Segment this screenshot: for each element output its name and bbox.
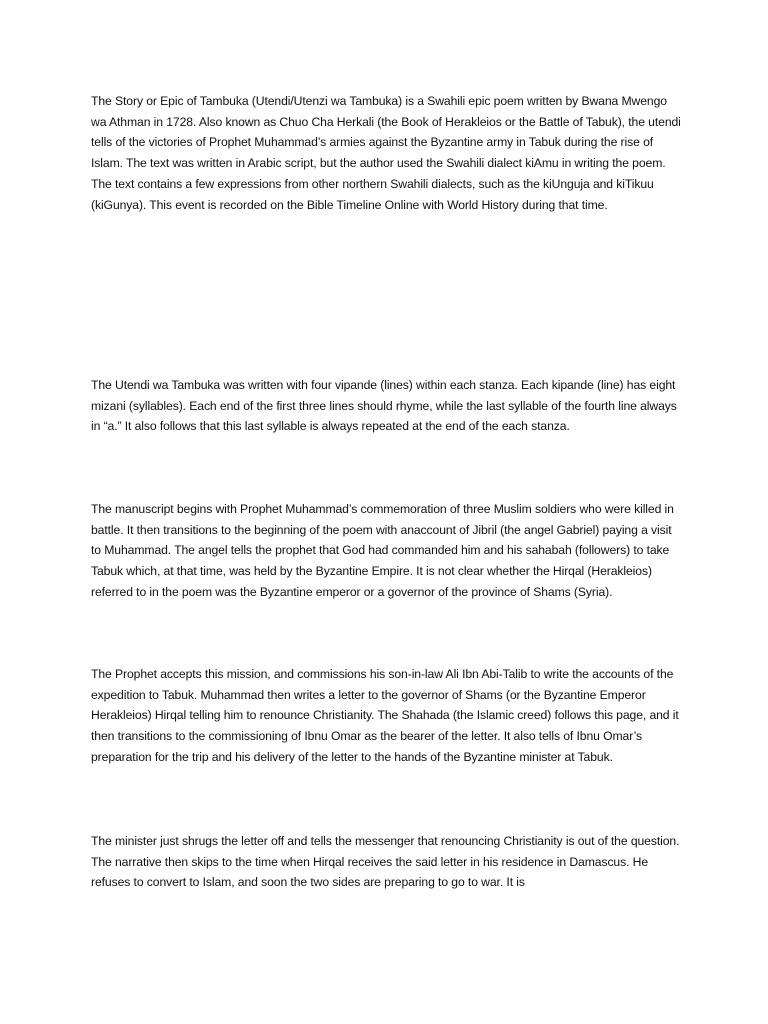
paragraph-intro: The Story or Epic of Tambuka (Utendi/Utenzi wa Tambuka) is a Swahili epic poem written by Bwana Mwengo wa Athman in 1728. Also known as Chuo Cha Herkali (the Book of Herakleios or the Battle of Tabuk), the utendi tells of the victories of Prophet Muhammad’s armies against the Byzantine army in Tabuk during the rise of Islam. The text was written in Arabic script, but the author used the Swahili dialect kiAmu in writing the poem. The text contains a few expressions from other northern Swahili dialects, such as the kiUnguja and kiTikuu (kiGunya). This event is recorded on the Bible Timeline Online with World History during that time.	[91, 94, 681, 212]
paragraph-manuscript: The manuscript begins with Prophet Muhammad’s commemoration of three Muslim soldiers who were killed in battle. It then transitions to the beginning of the poem with anaccount of Jibril (the angel Gabriel) paying a visit to Muhammad. The angel tells the prophet that God had commanded him and his sahabah (followers) to take Tabuk which, at that time, was held by the Byzantine Empire. It is not clear whether the Hirqal (Herakleios) referred to in the poem was the Byzantine emperor or a governor of the province of Shams (Syria).	[91, 502, 674, 599]
paragraph-mission: The Prophet accepts this mission, and commissions his son-in-law Ali Ibn Abi-Talib to write the accounts of the expedition to Tabuk. Muhammad then writes a letter to the governor of Shams (or the Byzantine Emperor Herakleios) Hirqal telling him to renounce Christianity. The Shahada (the Islamic creed) follows this page, and it then transitions to the commissioning of Ibnu Omar as the bearer of the letter. It also tells of Ibnu Omar’s preparation for the trip and his delivery of the letter to the hands of the Byzantine minister at Tabuk.	[91, 667, 679, 764]
paragraph-minister: The minister just shrugs the letter off and tells the messenger that renouncing Christianity is out of the question. The narrative then skips to the time when Hirqal receives the said letter in his residence in Damascus. He refuses to convert to Islam, and soon the two sides are preparing to go to war. It is	[91, 834, 680, 890]
paragraph-structure: The Utendi wa Tambuka was written with four vipande (lines) within each stanza. Each kipande (line) has eight mizani (syllables). Each end of the first three lines should rhyme, while the last syllable of the fourth line always in “a.” It also follows that this last syllable is always repeated at the end of the each stanza.	[91, 378, 677, 434]
